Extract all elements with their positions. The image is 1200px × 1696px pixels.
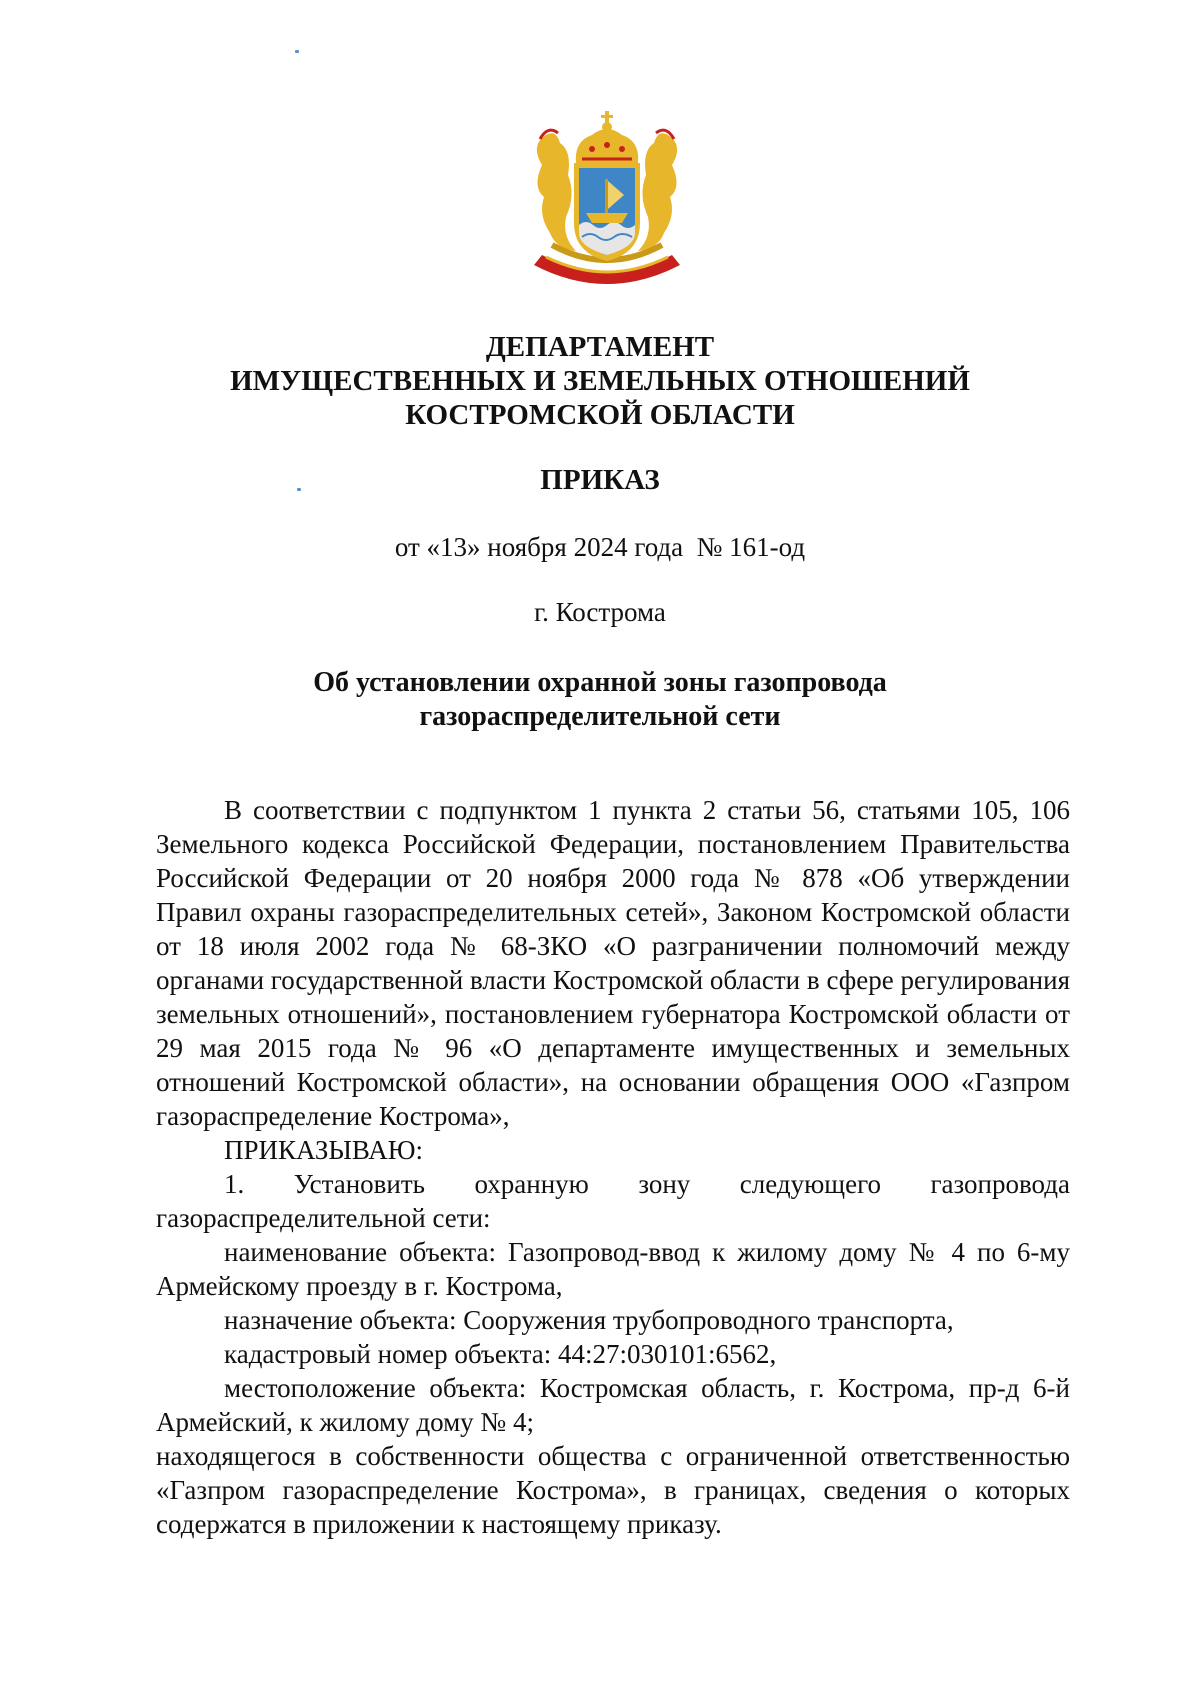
item-1-paragraph: 1. Установить охранную зону следующего газопровода газораспределительной сети: — [156, 1169, 1070, 1233]
subject-line-2: газораспределительной сети — [419, 701, 781, 732]
order-word: ПРИКАЗЫВАЮ: — [224, 1135, 423, 1165]
document-body — [156, 793, 1070, 1541]
object-location-paragraph: местоположение объекта: Костромская область, г. Кострома, пр-д 6-й Армейский, к жилому дому № 4; — [156, 1373, 1070, 1437]
department-line-2: ИМУЩЕСТВЕННЫХ И ЗЕМЕЛЬНЫХ ОТНОШЕНИЙ — [230, 365, 970, 397]
ownership-paragraph: находящегося в собственности общества с ограниченной ответственностью «Газпром газораспределение Кострома», в границах, сведения о которых содержатся в приложении к настоящему приказу. — [156, 1441, 1070, 1539]
document-date-number: от «13» ноября 2024 года № 161-од — [394, 532, 806, 562]
scan-speck — [297, 488, 301, 491]
document-type: ПРИКАЗ — [540, 464, 660, 496]
cadastral-number-paragraph: кадастровый номер объекта: 44:27:030101:6562, — [224, 1339, 777, 1369]
department-line-1: ДЕПАРТАМЕНТ — [485, 331, 715, 363]
document-subject — [0, 666, 1200, 734]
coat-of-arms-icon — [512, 105, 702, 295]
document-city: г. Кострома — [534, 597, 666, 627]
preamble-paragraph: В соответствии с подпунктом 1 пункта 2 статьи 56, статьями 105, 106 Земельного кодекса Российской Федерации, постановлением Правительства Российской Федерации от 20 ноября 2000 года № 878 «Об утверждении Правил охраны газораспределительных сетей», Законом Костромской области от 18 июля 2002 года № 68-ЗКО «О разграничении полномочий между органами государственной власти Костромской области в сфере регулирования земельных отношений», постановлением губернатора Костромской области от 29 мая 2015 года № 96 «О департаменте имущественных и земельных отношений Костромской области», на основании обращения ООО «Газпром газораспределение Кострома», — [156, 795, 1070, 1131]
department-name — [0, 330, 1200, 432]
subject-line-1: Об установлении охранной зоны газопровода — [313, 667, 887, 698]
scan-speck — [295, 50, 299, 53]
object-purpose-paragraph: назначение объекта: Сооружения трубопроводного транспорта, — [224, 1305, 954, 1335]
object-name-paragraph: наименование объекта: Газопровод-ввод к жилому дому № 4 по 6-му Армейскому проезду в г. Кострома, — [156, 1237, 1070, 1301]
department-line-3: КОСТРОМСКОЙ ОБЛАСТИ — [405, 399, 795, 431]
